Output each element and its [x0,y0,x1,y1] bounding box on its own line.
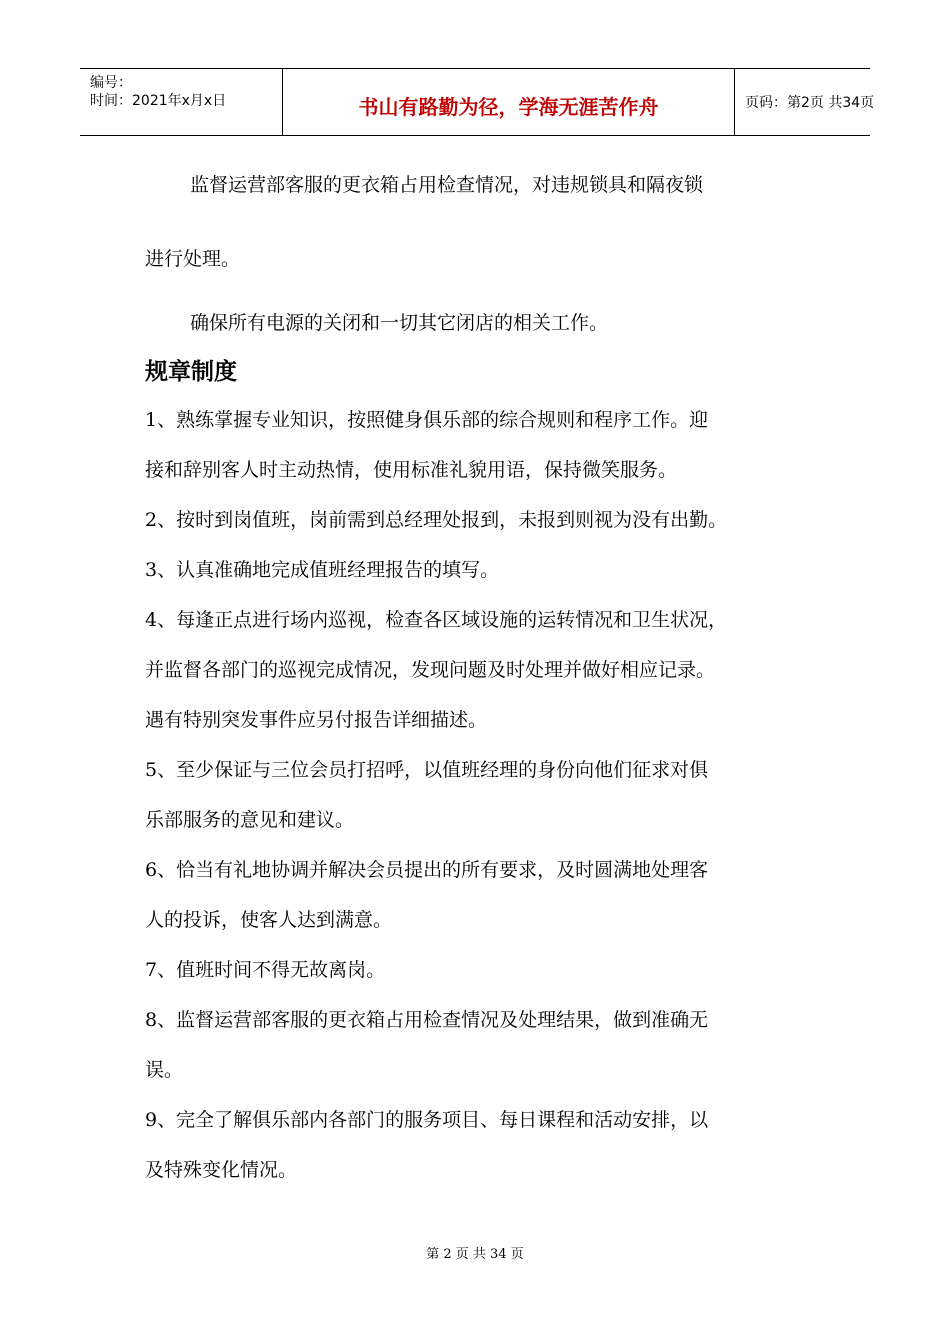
paragraph-line: 确保所有电源的关闭和一切其它闭店的相关工作。 [190,312,609,334]
paragraph-line: 监督运营部客服的更衣箱占用检查情况，对违规锁具和隔夜锁 [190,174,704,196]
rule-line: 6、恰当有礼地协调并解决会员提出的所有要求，及时圆满地处理客 [145,859,709,881]
rule-line: 3、认真准确地完成值班经理报告的填写。 [145,559,500,581]
header-page-info: 页码：第2页 共34页 [745,95,875,111]
section-heading: 规章制度 [145,359,237,385]
rule-line: 人的投诉，使客人达到满意。 [145,909,393,931]
motto-text: 书山有路勤为径，学海无涯苦作舟 [358,95,659,119]
paragraph-line: 进行处理。 [145,248,241,270]
rule-line: 7、值班时间不得无故离岗。 [145,959,386,981]
header-meta-cell [80,69,282,135]
rule-line: 及特殊变化情况。 [145,1159,298,1181]
header-motto-cell [282,69,735,135]
rule-line: 乐部服务的意见和建议。 [145,809,355,831]
rule-line: 5、至少保证与三位会员打招呼，以值班经理的身份向他们征求对俱 [145,759,709,781]
rule-line: 2、按时到岗值班，岗前需到总经理处报到，未报到则视为没有出勤。 [145,509,728,531]
rule-line: 遇有特别突发事件应另付报告详细描述。 [145,709,488,731]
document-number-label: 编号： [90,75,132,91]
rule-line: 并监督各部门的巡视完成情况，发现问题及时处理并做好相应记录。 [145,659,716,681]
header-page-cell [735,69,875,135]
rule-line: 4、每逢正点进行场内巡视，检查各区域设施的运转情况和卫生状况， [145,609,728,631]
rule-line: 误。 [145,1059,184,1081]
rule-line: 8、监督运营部客服的更衣箱占用检查情况及处理结果，做到准确无 [145,1009,709,1031]
rule-line: 1、熟练掌握专业知识，按照健身俱乐部的综合规则和程序工作。迎 [145,409,709,431]
page-header [80,68,875,136]
document-date: 时间：2021年x月x日 [90,93,227,109]
rule-line: 接和辞别客人时主动热情，使用标准礼貌用语，保持微笑服务。 [145,459,678,481]
rule-line: 9、完全了解俱乐部内各部门的服务项目、每日课程和活动安排，以 [145,1109,709,1131]
page-footer: 第 2 页 共 34 页 [426,1247,524,1262]
